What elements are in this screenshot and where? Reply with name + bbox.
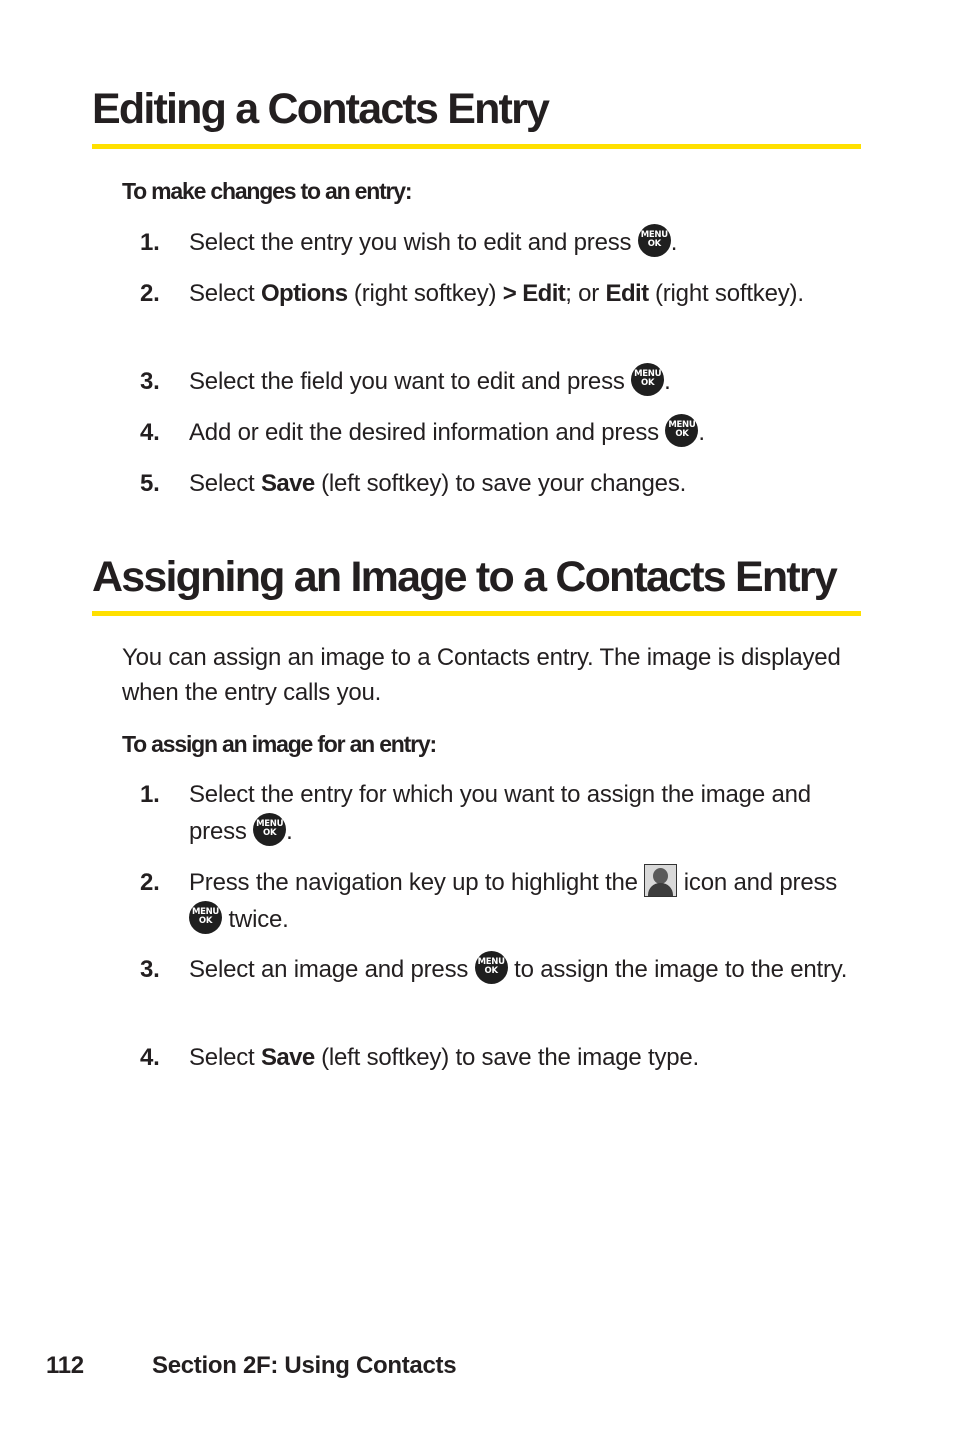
step-text: Select the entry you wish to edit and press MENU OK . bbox=[189, 224, 854, 261]
contact-person-icon bbox=[644, 864, 677, 897]
menu-separator: > bbox=[502, 280, 517, 307]
save-label: Save bbox=[260, 1044, 315, 1071]
step-number: 3. bbox=[140, 956, 160, 983]
options-label: Options bbox=[260, 280, 348, 307]
procedure-intro: To make changes to an entry: bbox=[122, 178, 412, 204]
section-label: Section 2F: Using Contacts bbox=[152, 1352, 457, 1379]
menu-ok-key-icon: MENU OK bbox=[631, 363, 664, 396]
section-title-editing: Editing a Contacts Entry bbox=[92, 85, 549, 133]
step-number: 4. bbox=[140, 419, 160, 446]
menu-ok-key-icon: MENU OK bbox=[638, 224, 671, 257]
procedure-intro: To assign an image for an entry: bbox=[122, 731, 436, 757]
menu-ok-key-icon: MENU OK bbox=[665, 414, 698, 447]
step-number: 5. bbox=[140, 470, 160, 497]
step-text: Select an image and press MENU OK to assign the image to the entry. bbox=[189, 951, 854, 988]
step-text: Select Save (left softkey) to save the image type. bbox=[189, 1044, 700, 1071]
page-number: 112 bbox=[46, 1352, 84, 1379]
step-text: Press the navigation key up to highlight the icon and press MENU OK twice. bbox=[189, 864, 854, 938]
section-title-assigning-image: Assigning an Image to a Contacts Entry bbox=[92, 553, 836, 601]
step-text: Select Options (right softkey) > Edit; or Edit (right softkey). bbox=[189, 280, 804, 307]
step-number: 1. bbox=[140, 781, 160, 808]
section-divider bbox=[92, 611, 861, 616]
step-number: 2. bbox=[140, 869, 160, 896]
step-number: 4. bbox=[140, 1044, 160, 1071]
step-number: 2. bbox=[140, 280, 160, 307]
step-text: Add or edit the desired information and press MENU OK . bbox=[189, 414, 854, 451]
step-number: 1. bbox=[140, 229, 160, 256]
menu-ok-key-icon: MENU OK bbox=[475, 951, 508, 984]
step-number: 3. bbox=[140, 368, 160, 395]
menu-ok-key-icon: MENU OK bbox=[189, 901, 222, 934]
edit-label: Edit bbox=[516, 280, 566, 307]
menu-ok-key-icon: MENU OK bbox=[253, 813, 286, 846]
section-divider bbox=[92, 144, 861, 149]
edit-label: Edit bbox=[605, 280, 649, 307]
save-label: Save bbox=[260, 470, 315, 497]
section-description: You can assign an image to a Contacts entry. The image is displayed when the entry calls you. bbox=[122, 644, 841, 706]
step-text: Select Save (left softkey) to save your changes. bbox=[189, 470, 687, 497]
step-text: Select the entry for which you want to assign the image and press MENU OK . bbox=[189, 781, 811, 845]
step-text: Select the field you want to edit and press MENU OK . bbox=[189, 363, 854, 400]
